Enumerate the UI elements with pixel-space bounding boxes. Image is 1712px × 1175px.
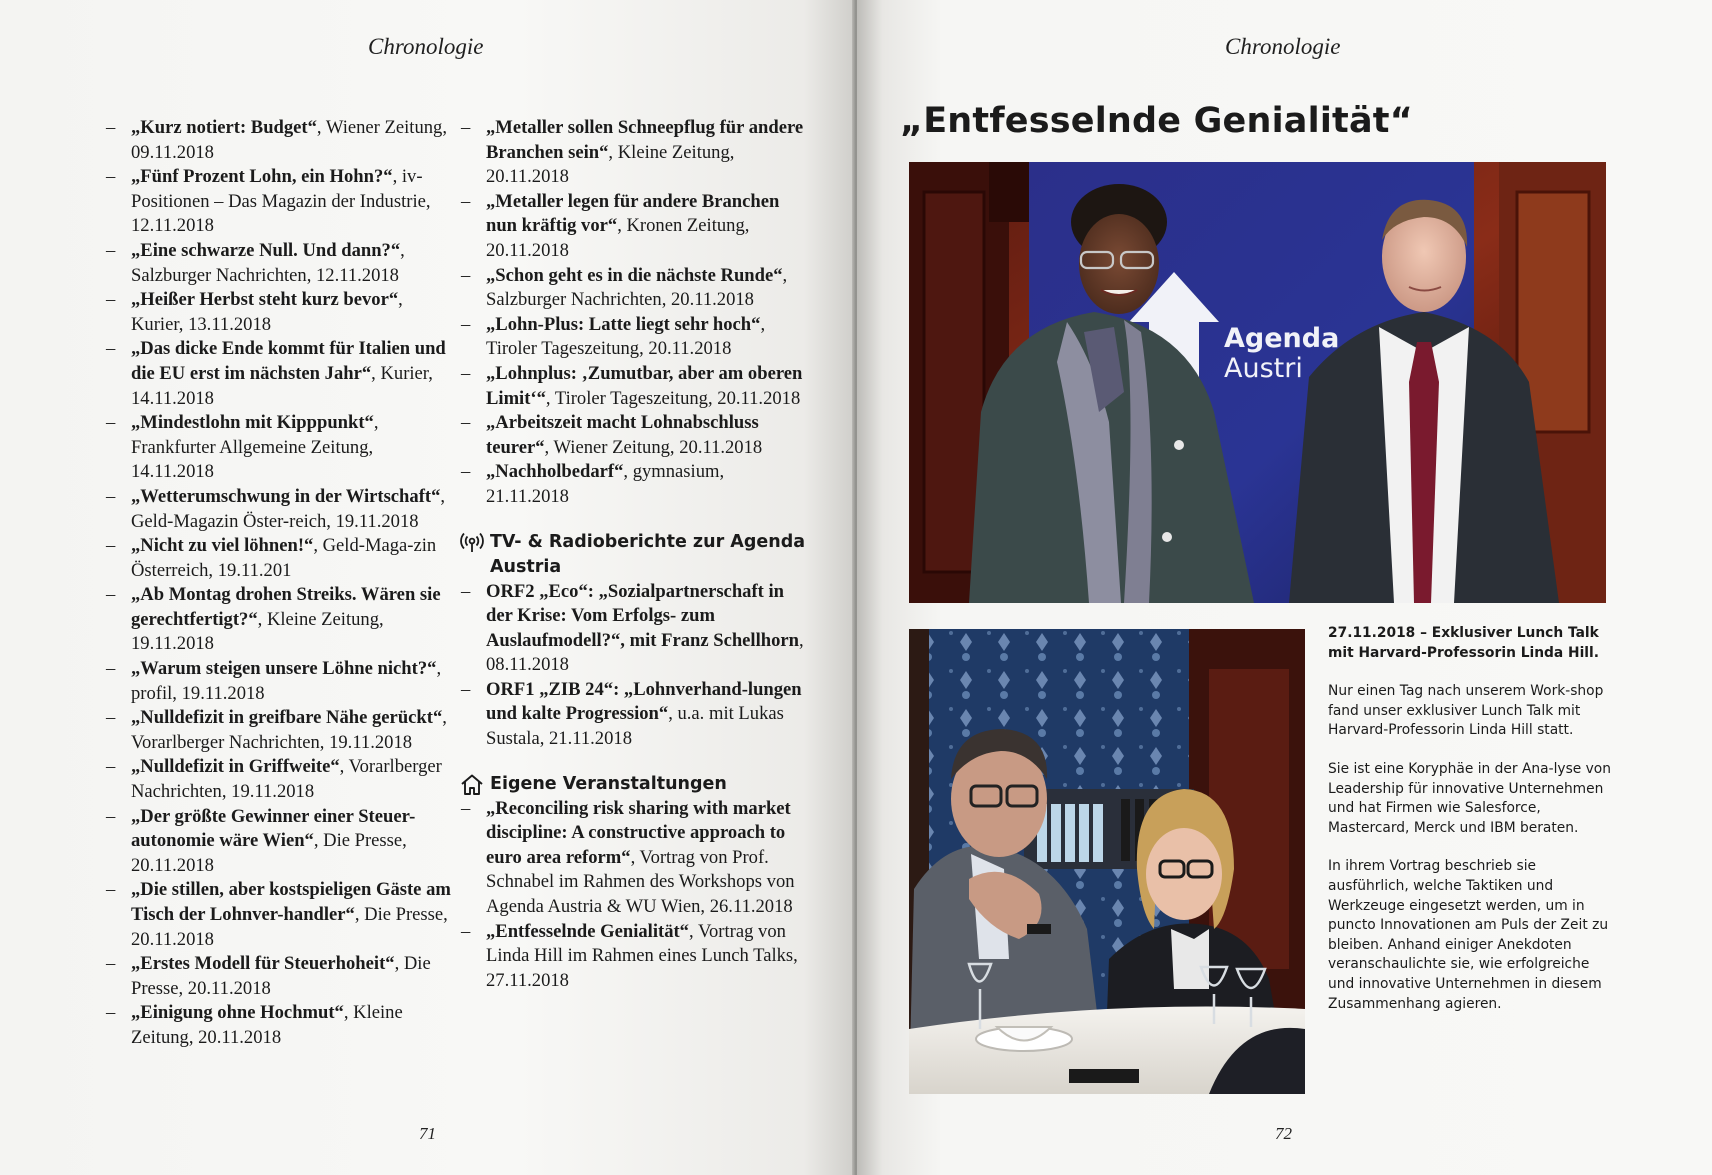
entry-source: , Geld-Magazin Öster-reich, 19.11.2018 bbox=[131, 485, 446, 532]
entry-title: „Nicht zu viel löhnen!“ bbox=[131, 535, 314, 557]
banner-text: Agenda bbox=[1224, 323, 1340, 354]
entry-source: , Die Presse, 20.11.2018 bbox=[131, 904, 448, 950]
page-number: 71 bbox=[419, 1124, 436, 1143]
entry-title: „Kurz notiert: Budget“ bbox=[131, 117, 317, 138]
list-item bbox=[106, 1001, 451, 1050]
list-item bbox=[461, 920, 806, 994]
press-list-column-a bbox=[106, 116, 451, 1051]
list-item bbox=[106, 165, 451, 239]
entry-title: „Metaller sollen Schneepflug für andere Branchen sein“ bbox=[486, 117, 804, 163]
events-heading bbox=[461, 772, 806, 797]
entry-title: „Reconciling risk sharing with market discipline: A constructive approach to euro area reform“ bbox=[486, 797, 791, 868]
running-head: Chronologie bbox=[1225, 34, 1341, 59]
list-item bbox=[106, 116, 451, 165]
entry-title: „Fünf Prozent Lohn, ein Hohn?“ bbox=[131, 166, 393, 188]
list-item bbox=[106, 952, 451, 1001]
running-head: Chronologie bbox=[368, 34, 484, 59]
list-item bbox=[106, 485, 451, 534]
broadcast-icon bbox=[457, 531, 487, 555]
entry-title: „Schon geht es in die nächste Runde“ bbox=[486, 264, 783, 286]
entry-title: ORF2 „Eco“: „Sozialpartnerschaft in der Krise: Vom Erfolgs- zum Auslaufmodell?“, mit Franz Schellhorn bbox=[486, 580, 799, 651]
list-item bbox=[461, 678, 806, 752]
list-item bbox=[461, 116, 806, 190]
entry-source: , iv-Positionen – Das Magazin der Industrie, 12.11.2018 bbox=[131, 166, 431, 237]
entry-title: „Wetterumschwung in der Wirtschaft“ bbox=[131, 485, 441, 507]
article-headline: „Entfesselnde Genialität“ bbox=[900, 101, 1413, 141]
caption-paragraph: Sie ist eine Koryphäe in der Ana-lyse von Leadership für innovative Unternehmen und hat Firmen wie Salesforce, Mastercard, Merck und IBM beraten. bbox=[1328, 760, 1611, 836]
entry-title: ORF1 „ZIB 24“: „Lohnverhand-lungen und kalte Progression“ bbox=[486, 678, 802, 725]
list-item bbox=[461, 411, 806, 460]
entry-source: , Wiener Zeitung, 20.11.2018 bbox=[544, 436, 763, 458]
entry-source: , Die Presse, 20.11.2018 bbox=[131, 953, 431, 999]
list-item bbox=[106, 706, 451, 755]
entry-source: , Kronen Zeitung, 20.11.2018 bbox=[486, 215, 750, 261]
entry-title: „Einigung ohne Hochmut“ bbox=[131, 1002, 344, 1024]
entry-title: „Mindestlohn mit Kipppunkt“ bbox=[131, 412, 374, 434]
entry-source: , Vortrag von Prof. Schnabel im Rahmen des Workshops von Agenda Austria & WU Wien, 26.11.2018 bbox=[486, 846, 795, 918]
list-item bbox=[461, 460, 806, 509]
entry-title: „Nulldefizit in greifbare Nähe gerückt“ bbox=[131, 707, 443, 729]
photo-caption bbox=[1328, 624, 1618, 1033]
press-list bbox=[461, 116, 806, 510]
press-list bbox=[106, 116, 451, 1051]
entry-title: „Nulldefizit in Griffweite“ bbox=[131, 756, 340, 778]
left-page bbox=[0, 0, 855, 1175]
right-page bbox=[857, 0, 1712, 1175]
entry-title: „Warum steigen unsere Löhne nicht?“ bbox=[131, 658, 437, 680]
section-heading-text: TV- & Radioberichte zur Agenda Austria bbox=[490, 531, 806, 577]
house-icon bbox=[457, 773, 487, 797]
caption-lead: 27.11.2018 – Exklusiver Lunch Talk mit Harvard-Professorin Linda Hill. bbox=[1328, 625, 1599, 661]
entry-source: , Kurier, 13.11.2018 bbox=[131, 289, 403, 335]
list-item bbox=[106, 805, 451, 879]
entry-source: , Vorarlberger Nachrichten, 19.11.2018 bbox=[131, 707, 447, 753]
list-item bbox=[106, 583, 451, 657]
entry-source: , Kurier, 14.11.2018 bbox=[131, 362, 433, 409]
entry-source: , gymnasium, 21.11.2018 bbox=[486, 461, 725, 507]
entry-source: , profil, 19.11.2018 bbox=[131, 658, 442, 704]
entry-title: „Das dicke Ende kommt für Italien und die EU erst im nächsten Jahr“ bbox=[131, 338, 446, 384]
entry-title: „Entfesselnde Genialität“ bbox=[486, 920, 689, 942]
list-item bbox=[461, 313, 806, 362]
list-item bbox=[106, 755, 451, 804]
entry-title: „Der größte Gewinner einer Steuer-autonomie wäre Wien“ bbox=[131, 805, 416, 852]
photo-lunch-talk bbox=[909, 629, 1305, 1094]
entry-source: , Kleine Zeitung, 20.11.2018 bbox=[486, 141, 735, 188]
entry-title: „Ab Montag drohen Streiks. Wären sie gerechtfertigt?“ bbox=[131, 584, 441, 630]
list-item bbox=[106, 288, 451, 337]
entry-source: , Geld-Maga-zin Österreich, 19.11.201 bbox=[131, 535, 437, 581]
entry-source: , Die Presse, 20.11.2018 bbox=[131, 830, 407, 876]
photo-lunch-talk-image bbox=[909, 629, 1305, 1094]
entry-source: , Wiener Zeitung, 09.11.2018 bbox=[131, 117, 447, 163]
tv-radio-list bbox=[461, 580, 806, 752]
entry-title: „Nachholbedarf“ bbox=[486, 461, 624, 483]
entry-title: „Die stillen, aber kostspieligen Gäste am Tisch der Lohnver-handler“ bbox=[131, 879, 451, 925]
entry-title: „Arbeitszeit macht Lohnabschluss teurer“ bbox=[486, 412, 759, 458]
press-list-column-b bbox=[461, 116, 806, 993]
caption-paragraph: Nur einen Tag nach unserem Work-shop fand unser exklusiver Lunch Talk mit Harvard-Professorin Linda Hill statt. bbox=[1328, 683, 1604, 739]
entry-source: , Vortrag von Linda Hill im Rahmen eines Lunch Talks, 27.11.2018 bbox=[486, 920, 798, 991]
banner-text: Austri bbox=[1224, 353, 1303, 384]
entry-source: , 08.11.2018 bbox=[486, 629, 804, 676]
caption-paragraph: In ihrem Vortrag beschrieb sie ausführlich, welche Taktiken und Werkzeuge eingesetzt werden, um in puncto Innovationen am Puls der Zeit zu bleiben. Anhand einiger Anekdoten veranschaulichte sie, wie erfolgreiche und innovative Unternehmen in diesem Zusammenhang agieren. bbox=[1328, 858, 1609, 1012]
entry-source: , Frankfurter Allgemeine Zeitung, 14.11.2018 bbox=[131, 412, 379, 483]
list-item bbox=[461, 797, 806, 920]
entry-title: „Metaller legen für andere Branchen nun kräftig vor“ bbox=[486, 190, 780, 237]
list-item bbox=[106, 337, 451, 411]
entry-title: „Lohn-Plus: Latte liegt sehr hoch“ bbox=[486, 313, 761, 335]
entry-title: „Eine schwarze Null. Und dann?“ bbox=[131, 239, 401, 261]
entry-source: , Kleine Zeitung, 19.11.2018 bbox=[131, 608, 384, 655]
page-number: 72 bbox=[1275, 1124, 1292, 1143]
entry-source: , Tiroler Tageszeitung, 20.11.2018 bbox=[545, 387, 801, 409]
list-item bbox=[106, 411, 451, 485]
photo-speakers bbox=[909, 162, 1606, 603]
entry-source: , Salzburger Nachrichten, 12.11.2018 bbox=[131, 239, 405, 286]
list-item bbox=[106, 657, 451, 706]
events-list bbox=[461, 797, 806, 994]
list-item bbox=[461, 362, 806, 411]
section-heading-text: Eigene Veranstaltungen bbox=[490, 773, 727, 794]
entry-title: „Heißer Herbst steht kurz bevor“ bbox=[131, 289, 399, 311]
list-item bbox=[461, 190, 806, 264]
entry-title: „Erstes Modell für Steuerhoheit“ bbox=[131, 953, 395, 975]
list-item bbox=[106, 534, 451, 583]
list-item bbox=[106, 878, 451, 952]
entry-source: , Salzburger Nachrichten, 20.11.2018 bbox=[486, 264, 788, 311]
photo-speakers-image bbox=[909, 162, 1606, 603]
list-item bbox=[461, 264, 806, 313]
tv-radio-heading bbox=[461, 530, 806, 580]
entry-source: , u.a. mit Lukas Sustala, 21.11.2018 bbox=[486, 703, 784, 750]
entry-title: „Lohnplus: ‚Zumutbar, aber am oberen Limit‘“ bbox=[486, 362, 803, 409]
list-item bbox=[461, 580, 806, 678]
entry-source: , Tiroler Tageszeitung, 20.11.2018 bbox=[486, 313, 766, 360]
list-item bbox=[106, 239, 451, 288]
entry-source: , Kleine Zeitung, 20.11.2018 bbox=[131, 1002, 403, 1048]
entry-source: , Vorarlberger Nachrichten, 19.11.2018 bbox=[131, 756, 442, 803]
